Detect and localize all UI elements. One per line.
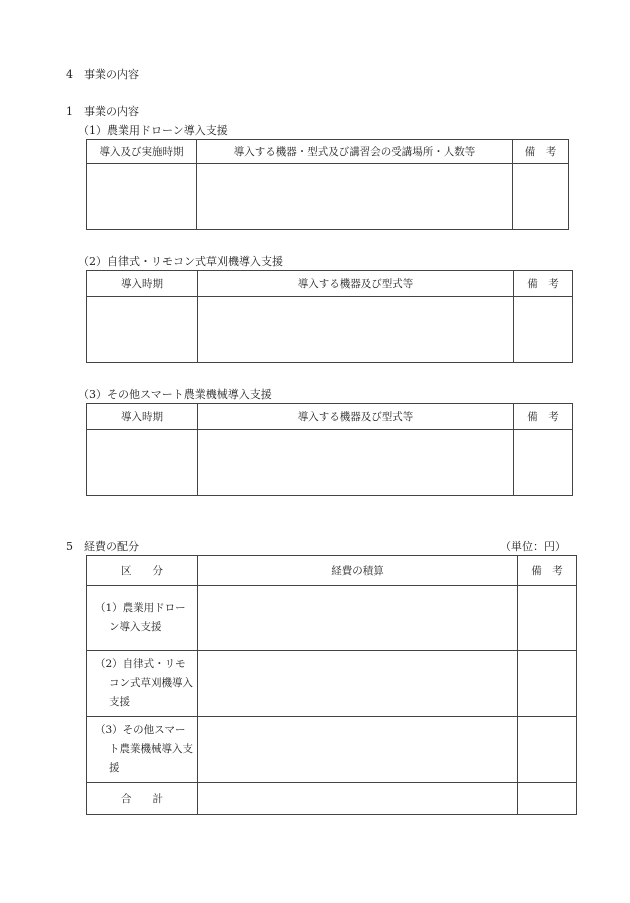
budget-table bbox=[86, 555, 577, 815]
cell-remarks[interactable] bbox=[518, 651, 577, 717]
cell-remarks[interactable] bbox=[518, 717, 577, 783]
total-label: 合 計 bbox=[87, 783, 198, 815]
col-period: 導入及び実施時期 bbox=[87, 140, 197, 164]
cell-equipment[interactable] bbox=[198, 430, 514, 496]
cell-total-remarks[interactable] bbox=[518, 783, 577, 815]
col-remarks: 備 考 bbox=[518, 556, 577, 586]
drone-plan-table bbox=[86, 139, 569, 230]
cell-total-calculation[interactable] bbox=[198, 783, 518, 815]
budget-row bbox=[87, 651, 577, 717]
budget-row-label: （2）自律式・リモコン式草刈機導入支援 bbox=[87, 651, 198, 717]
cell-calculation[interactable] bbox=[198, 717, 518, 783]
col-remarks: 備 考 bbox=[514, 404, 573, 430]
col-equipment: 導入する機器及び型式等 bbox=[198, 404, 514, 430]
cell-period[interactable] bbox=[87, 430, 198, 496]
col-equipment: 導入する機器・型式及び講習会の受講場所・人数等 bbox=[197, 140, 513, 164]
table2-title: （2）自律式・リモコン式草刈機導入支援 bbox=[78, 255, 283, 268]
col-period: 導入時期 bbox=[87, 404, 198, 430]
col-equipment: 導入する機器及び型式等 bbox=[198, 271, 514, 297]
cell-calculation[interactable] bbox=[198, 651, 518, 717]
cell-remarks[interactable] bbox=[514, 297, 573, 363]
table1-title: （1）農業用ドローン導入支援 bbox=[78, 124, 228, 137]
budget-row-label: （1）農業用ドローン導入支援 bbox=[87, 586, 198, 651]
col-category: 区 分 bbox=[87, 556, 198, 586]
col-remarks: 備 考 bbox=[513, 140, 569, 164]
table3-title: （3）その他スマート農業機械導入支援 bbox=[78, 388, 272, 401]
budget-row bbox=[87, 586, 577, 651]
cell-remarks[interactable] bbox=[513, 164, 569, 230]
cell-equipment[interactable] bbox=[198, 297, 514, 363]
smart-machinery-plan-table bbox=[86, 403, 573, 496]
cell-remarks[interactable] bbox=[514, 430, 573, 496]
budget-row-label: （3）その他スマート農業機械導入支援 bbox=[87, 717, 198, 783]
section4-item1: 1 事業の内容 bbox=[66, 105, 139, 118]
cell-period[interactable] bbox=[87, 164, 197, 230]
unit-label: （単位：円） bbox=[500, 540, 566, 553]
mower-plan-table bbox=[86, 270, 573, 363]
col-calculation: 経費の積算 bbox=[198, 556, 518, 586]
total-row bbox=[87, 783, 577, 815]
section5-heading: 5 経費の配分 bbox=[66, 540, 139, 553]
section4-heading: 4 事業の内容 bbox=[66, 68, 139, 81]
cell-period[interactable] bbox=[87, 297, 198, 363]
cell-remarks[interactable] bbox=[518, 586, 577, 651]
budget-row bbox=[87, 717, 577, 783]
col-remarks: 備 考 bbox=[514, 271, 573, 297]
col-period: 導入時期 bbox=[87, 271, 198, 297]
cell-equipment[interactable] bbox=[197, 164, 513, 230]
cell-calculation[interactable] bbox=[198, 586, 518, 651]
